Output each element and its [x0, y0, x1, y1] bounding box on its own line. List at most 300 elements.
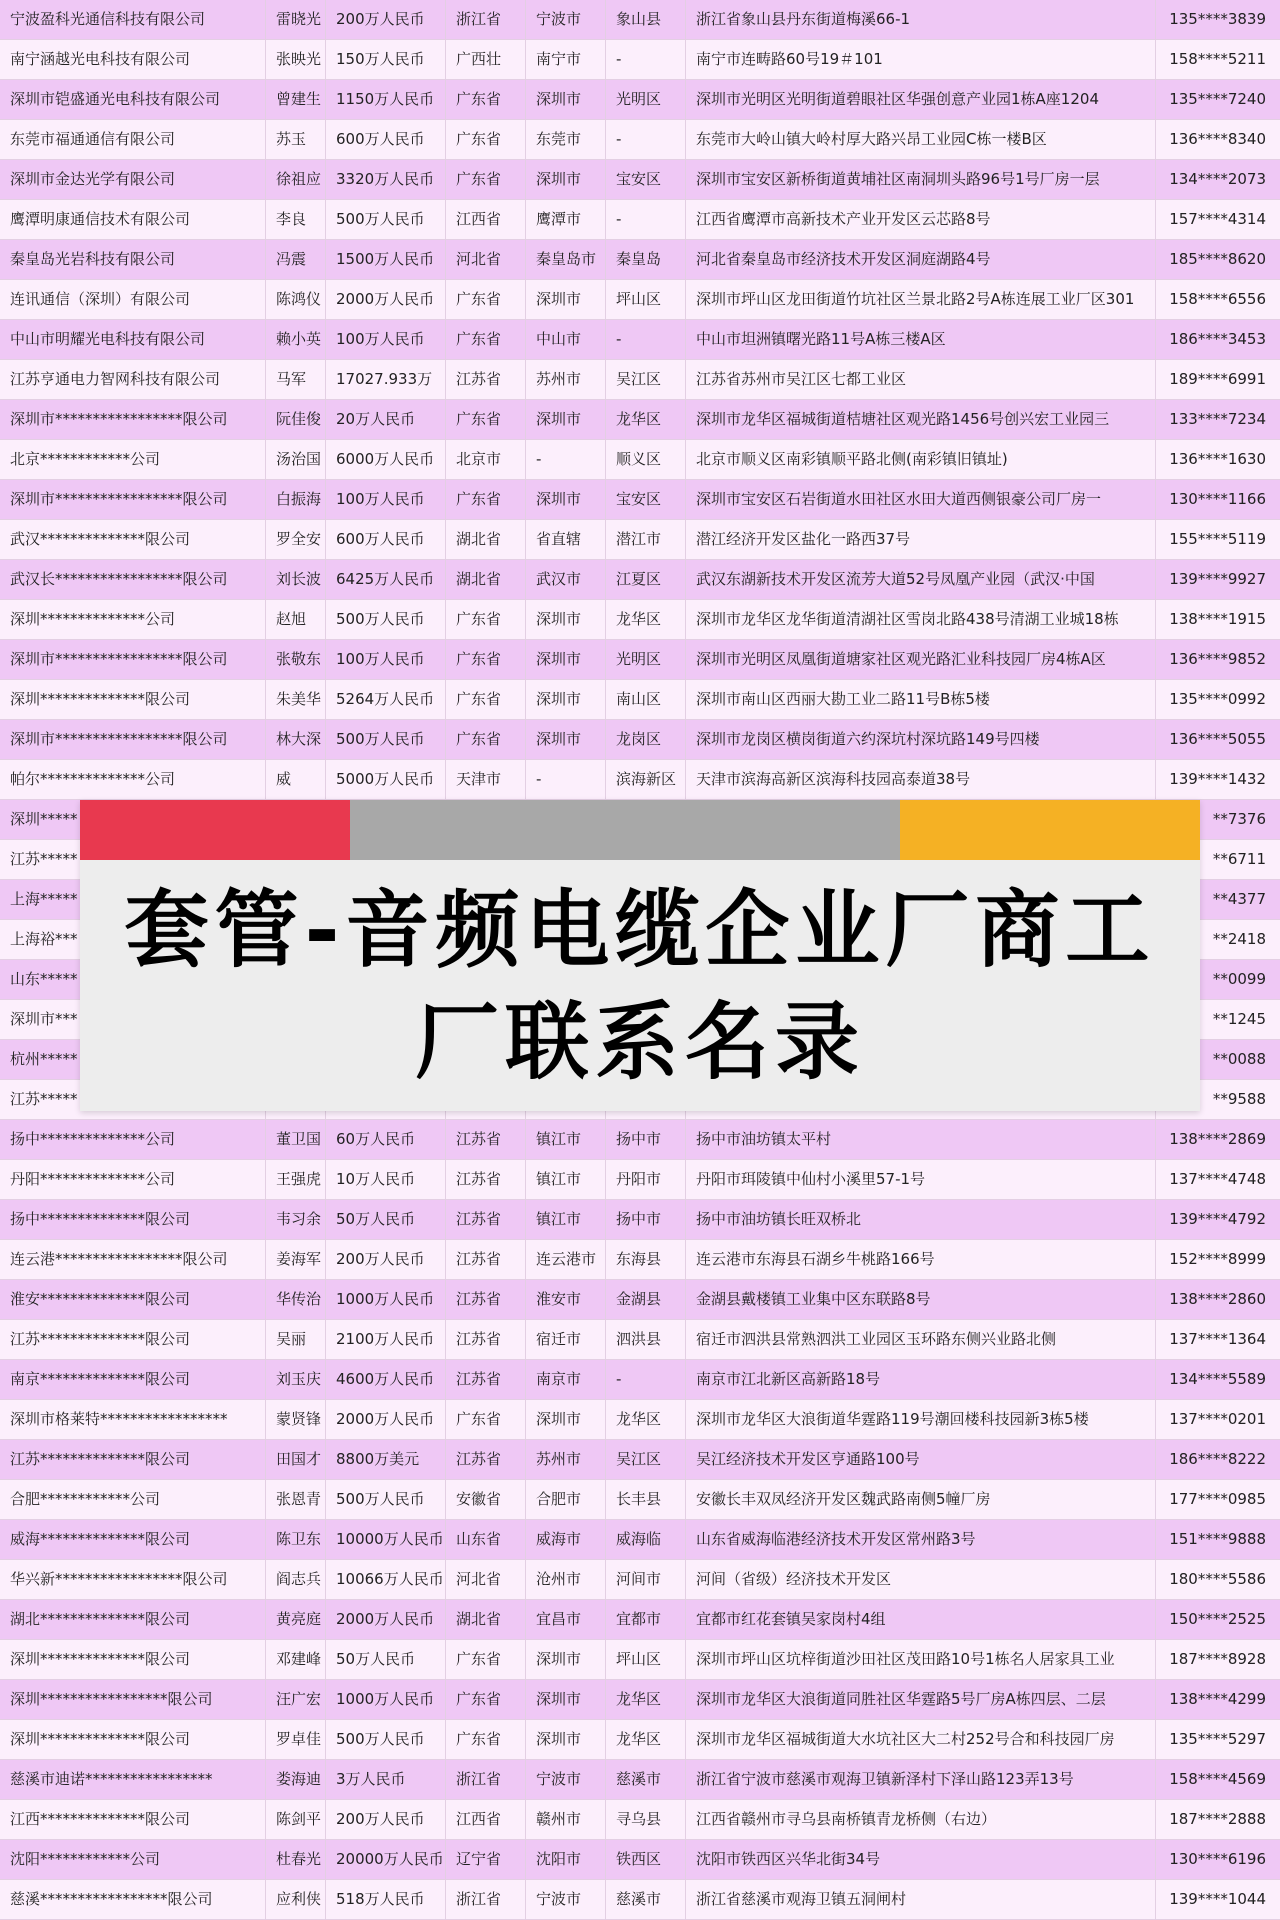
province-cell: 河北省: [446, 240, 526, 279]
table-row: [0, 760, 1280, 800]
registered-capital-cell: 1150万人民币: [326, 80, 446, 119]
phone-cell: 177****0985: [1169, 1490, 1266, 1508]
province-cell: 广东省: [446, 720, 526, 759]
table-row: [0, 200, 1280, 240]
registered-capital-cell: 100万人民币: [326, 640, 446, 679]
address-cell: 宜都市红花套镇吴家岗村4组: [686, 1600, 1156, 1639]
table-row: [0, 280, 1280, 320]
company-name-cell: 上海*****: [0, 880, 266, 919]
contact-person-cell: 赵旭: [266, 600, 326, 639]
registered-capital-cell: 518万人民币: [326, 1880, 446, 1919]
address-cell: 连云港市东海县石湖乡牛桃路166号: [686, 1240, 1156, 1279]
table-row: [0, 680, 1280, 720]
table-row: [0, 1440, 1280, 1480]
table-row: [0, 1840, 1280, 1880]
company-name-cell: 深圳**************限公司: [0, 1720, 266, 1759]
district-cell: 江夏区: [606, 560, 686, 599]
province-cell: 广东省: [446, 480, 526, 519]
address-cell: 宿迁市泗洪县常熟泗洪工业园区玉环路东侧兴业路北侧: [686, 1320, 1156, 1359]
phone-cell: 158****4569: [1169, 1770, 1266, 1788]
phone-cell: 137****4748: [1169, 1170, 1266, 1188]
address-cell: 深圳市坪山区龙田街道竹坑社区兰景北路2号A栋连展工业厂区301: [686, 280, 1156, 319]
city-cell: 苏州市: [526, 1440, 606, 1479]
company-name-cell: 江苏亨通电力智网科技有限公司: [0, 360, 266, 399]
phone-cell: 180****5586: [1169, 1570, 1266, 1588]
contact-person-cell: 曾建生: [266, 80, 326, 119]
phone-cell: 130****1166: [1169, 490, 1266, 508]
district-cell: 铁西区: [606, 1840, 686, 1879]
phone-cell: 136****1630: [1169, 450, 1266, 468]
registered-capital-cell: 100万人民币: [326, 480, 446, 519]
phone-cell: 157****4314: [1169, 210, 1266, 228]
company-name-cell: 江西**************限公司: [0, 1800, 266, 1839]
address-cell: 中山市坦洲镇曙光路11号A栋三楼A区: [686, 320, 1156, 359]
company-name-cell: 山东*****: [0, 960, 266, 999]
district-cell: 泗洪县: [606, 1320, 686, 1359]
company-name-cell: 深圳市*****************限公司: [0, 480, 266, 519]
address-cell: 河北省秦皇岛市经济技术开发区洞庭湖路4号: [686, 240, 1156, 279]
district-cell: -: [606, 1360, 686, 1399]
contact-person-cell: 阮佳俊: [266, 400, 326, 439]
province-cell: 广东省: [446, 1720, 526, 1759]
registered-capital-cell: 6425万人民币: [326, 560, 446, 599]
district-cell: 龙华区: [606, 1400, 686, 1439]
phone-cell: 185****8620: [1169, 250, 1266, 268]
address-cell: 南宁市连畴路60号19＃101: [686, 40, 1156, 79]
contact-person-cell: 杜春光: [266, 1840, 326, 1879]
city-cell: 深圳市: [526, 400, 606, 439]
city-cell: 淮安市: [526, 1280, 606, 1319]
contact-person-cell: 吴丽: [266, 1320, 326, 1359]
contact-person-cell: 罗卓佳: [266, 1720, 326, 1759]
phone-cell: 130****6196: [1169, 1850, 1266, 1868]
registered-capital-cell: 17027.933万: [326, 360, 446, 399]
district-cell: 东海县: [606, 1240, 686, 1279]
district-cell: 扬中市: [606, 1120, 686, 1159]
contact-person-cell: 朱美华: [266, 680, 326, 719]
province-cell: 江苏省: [446, 1440, 526, 1479]
phone-cell: 151****9888: [1169, 1530, 1266, 1548]
table-row: [0, 1240, 1280, 1280]
phone-cell: 135****7240: [1169, 90, 1266, 108]
province-cell: 江苏省: [446, 1280, 526, 1319]
table-row: [0, 720, 1280, 760]
city-cell: -: [526, 760, 606, 799]
phone-cell: 134****2073: [1169, 170, 1266, 188]
phone-cell: 150****2525: [1169, 1610, 1266, 1628]
city-cell: 深圳市: [526, 720, 606, 759]
contact-person-cell: 冯震: [266, 240, 326, 279]
province-cell: 广东省: [446, 1680, 526, 1719]
table-row: [0, 80, 1280, 120]
company-name-cell: 沈阳************公司: [0, 1840, 266, 1879]
city-cell: 深圳市: [526, 80, 606, 119]
company-name-cell: 帕尔**************公司: [0, 760, 266, 799]
city-cell: 南宁市: [526, 40, 606, 79]
city-cell: 深圳市: [526, 280, 606, 319]
registered-capital-cell: 2000万人民币: [326, 1400, 446, 1439]
district-cell: -: [606, 200, 686, 239]
table-row: [0, 640, 1280, 680]
contact-person-cell: 张恩青: [266, 1480, 326, 1519]
company-name-cell: 扬中**************公司: [0, 1120, 266, 1159]
district-cell: 南山区: [606, 680, 686, 719]
registered-capital-cell: 2000万人民币: [326, 280, 446, 319]
province-cell: 广东省: [446, 320, 526, 359]
district-cell: 宝安区: [606, 160, 686, 199]
contact-person-cell: 罗全安: [266, 520, 326, 559]
province-cell: 江苏省: [446, 360, 526, 399]
contact-person-cell: 林大深: [266, 720, 326, 759]
phone-cell: 139****9927: [1169, 570, 1266, 588]
company-name-cell: 深圳市*****************限公司: [0, 400, 266, 439]
registered-capital-cell: 200万人民币: [326, 1240, 446, 1279]
city-cell: -: [526, 440, 606, 479]
company-name-cell: 武汉**************限公司: [0, 520, 266, 559]
phone-cell: 139****1044: [1169, 1890, 1266, 1908]
registered-capital-cell: 2000万人民币: [326, 1600, 446, 1639]
address-cell: 深圳市宝安区新桥街道黄埔社区南洞圳头路96号1号厂房一层: [686, 160, 1156, 199]
phone-cell: 187****8928: [1169, 1650, 1266, 1668]
province-cell: 广东省: [446, 400, 526, 439]
registered-capital-cell: 60万人民币: [326, 1120, 446, 1159]
phone-cell: 135****3839: [1169, 10, 1266, 28]
table-row: [0, 1640, 1280, 1680]
registered-capital-cell: 500万人民币: [326, 200, 446, 239]
district-cell: -: [606, 40, 686, 79]
phone-cell: 135****0992: [1169, 690, 1266, 708]
province-cell: 江苏省: [446, 1120, 526, 1159]
city-cell: 省直辖: [526, 520, 606, 559]
district-cell: 象山县: [606, 0, 686, 39]
registered-capital-cell: 10万人民币: [326, 1160, 446, 1199]
province-cell: 浙江省: [446, 1880, 526, 1919]
address-cell: 深圳市龙华区龙华街道清湖社区雪岗北路438号清湖工业城18栋: [686, 600, 1156, 639]
company-name-cell: 深圳市格莱特*****************: [0, 1400, 266, 1439]
contact-person-cell: 张映光: [266, 40, 326, 79]
contact-person-cell: 赖小英: [266, 320, 326, 359]
table-row: [0, 120, 1280, 160]
address-cell: 金湖县戴楼镇工业集中区东联路8号: [686, 1280, 1156, 1319]
contact-person-cell: 邓建峰: [266, 1640, 326, 1679]
table-row: [0, 1400, 1280, 1440]
district-cell: 长丰县: [606, 1480, 686, 1519]
city-cell: 秦皇岛市: [526, 240, 606, 279]
district-cell: 扬中市: [606, 1200, 686, 1239]
contact-person-cell: 阎志兵: [266, 1560, 326, 1599]
company-name-cell: 连讯通信（深圳）有限公司: [0, 280, 266, 319]
city-cell: 深圳市: [526, 1400, 606, 1439]
address-cell: 浙江省象山县丹东街道梅溪66-1: [686, 0, 1156, 39]
district-cell: 吴江区: [606, 360, 686, 399]
phone-cell: 138****4299: [1169, 1690, 1266, 1708]
company-name-cell: 江苏**************限公司: [0, 1440, 266, 1479]
province-cell: 湖北省: [446, 520, 526, 559]
company-name-cell: 武汉长*****************限公司: [0, 560, 266, 599]
city-cell: 威海市: [526, 1520, 606, 1559]
district-cell: -: [606, 320, 686, 359]
district-cell: 慈溪市: [606, 1880, 686, 1919]
address-cell: 河间（省级）经济技术开发区: [686, 1560, 1156, 1599]
table-row: [0, 1480, 1280, 1520]
phone-cell: **2418: [1212, 930, 1266, 948]
banner-panel: [80, 860, 1200, 1111]
company-name-cell: 江苏*****: [0, 1080, 266, 1119]
gray-stripe: [350, 800, 900, 860]
company-name-cell: 威海**************限公司: [0, 1520, 266, 1559]
phone-cell: 158****5211: [1169, 50, 1266, 68]
company-name-cell: 深圳**************限公司: [0, 680, 266, 719]
phone-cell: 137****1364: [1169, 1330, 1266, 1348]
address-cell: 沈阳市铁西区兴华北街34号: [686, 1840, 1156, 1879]
phone-cell: **9588: [1212, 1090, 1266, 1108]
province-cell: 江西省: [446, 200, 526, 239]
phone-cell: 133****7234: [1169, 410, 1266, 428]
contact-person-cell: 刘长波: [266, 560, 326, 599]
address-cell: 南京市江北新区高新路18号: [686, 1360, 1156, 1399]
registered-capital-cell: 1500万人民币: [326, 240, 446, 279]
table-row: [0, 1600, 1280, 1640]
registered-capital-cell: 600万人民币: [326, 120, 446, 159]
province-cell: 辽宁省: [446, 1840, 526, 1879]
contact-person-cell: 华传治: [266, 1280, 326, 1319]
city-cell: 深圳市: [526, 160, 606, 199]
registered-capital-cell: 500万人民币: [326, 1720, 446, 1759]
city-cell: 镇江市: [526, 1160, 606, 1199]
company-name-cell: 深圳市***: [0, 1000, 266, 1039]
phone-cell: 136****8340: [1169, 130, 1266, 148]
phone-cell: **4377: [1212, 890, 1266, 908]
title-banner: [80, 800, 1200, 1111]
address-cell: 深圳市龙华区大浪街道同胜社区华霆路5号厂房A栋四层、二层: [686, 1680, 1156, 1719]
province-cell: 广东省: [446, 280, 526, 319]
city-cell: 深圳市: [526, 1640, 606, 1679]
city-cell: 宁波市: [526, 1880, 606, 1919]
city-cell: 宜昌市: [526, 1600, 606, 1639]
address-cell: 深圳市龙华区大浪街道华霆路119号潮回楼科技园新3栋5楼: [686, 1400, 1156, 1439]
city-cell: 武汉市: [526, 560, 606, 599]
company-name-cell: 宁波盈科光通信科技有限公司: [0, 0, 266, 39]
city-cell: 宁波市: [526, 0, 606, 39]
registered-capital-cell: 20000万人民币: [326, 1840, 446, 1879]
district-cell: 顺义区: [606, 440, 686, 479]
contact-person-cell: 张敬东: [266, 640, 326, 679]
address-cell: 潜江经济开发区盐化一路西37号: [686, 520, 1156, 559]
contact-person-cell: 苏玉: [266, 120, 326, 159]
phone-cell: 136****5055: [1169, 730, 1266, 748]
address-cell: 东莞市大岭山镇大岭村厚大路兴昂工业园C栋一楼B区: [686, 120, 1156, 159]
city-cell: 沈阳市: [526, 1840, 606, 1879]
company-name-cell: 深圳**************限公司: [0, 1640, 266, 1679]
phone-cell: 138****2869: [1169, 1130, 1266, 1148]
phone-cell: 136****9852: [1169, 650, 1266, 668]
table-row: [0, 240, 1280, 280]
city-cell: 赣州市: [526, 1800, 606, 1839]
phone-cell: 137****0201: [1169, 1410, 1266, 1428]
yellow-stripe: [900, 800, 1200, 860]
phone-cell: 186****8222: [1169, 1450, 1266, 1468]
contact-person-cell: 威: [266, 760, 326, 799]
phone-cell: 138****2860: [1169, 1290, 1266, 1308]
province-cell: 安徽省: [446, 1480, 526, 1519]
district-cell: 寻乌县: [606, 1800, 686, 1839]
city-cell: 深圳市: [526, 1680, 606, 1719]
table-row: [0, 1520, 1280, 1560]
address-cell: 山东省威海临港经济技术开发区常州路3号: [686, 1520, 1156, 1559]
city-cell: 东莞市: [526, 120, 606, 159]
table-row: [0, 600, 1280, 640]
table-row: [0, 1760, 1280, 1800]
province-cell: 北京市: [446, 440, 526, 479]
city-cell: 深圳市: [526, 600, 606, 639]
table-row: [0, 1280, 1280, 1320]
city-cell: 苏州市: [526, 360, 606, 399]
address-cell: 浙江省宁波市慈溪市观海卫镇新泽村下泽山路123弄13号: [686, 1760, 1156, 1799]
province-cell: 湖北省: [446, 560, 526, 599]
table-row: [0, 1360, 1280, 1400]
company-name-cell: 华兴新*****************限公司: [0, 1560, 266, 1599]
table-row: [0, 480, 1280, 520]
phone-cell: 138****1915: [1169, 610, 1266, 628]
address-cell: 江苏省苏州市吴江区七都工业区: [686, 360, 1156, 399]
company-name-cell: 上海裕***: [0, 920, 266, 959]
company-name-cell: 深圳**************公司: [0, 600, 266, 639]
registered-capital-cell: 200万人民币: [326, 0, 446, 39]
address-cell: 江西省鹰潭市高新技术产业开发区云芯路8号: [686, 200, 1156, 239]
phone-cell: 134****5589: [1169, 1370, 1266, 1388]
address-cell: 安徽长丰双凤经济开发区魏武路南侧5幢厂房: [686, 1480, 1156, 1519]
phone-cell: **6711: [1212, 850, 1266, 868]
city-cell: 宿迁市: [526, 1320, 606, 1359]
phone-cell: 187****2888: [1169, 1810, 1266, 1828]
city-cell: 南京市: [526, 1360, 606, 1399]
table-row: [0, 0, 1280, 40]
phone-cell: **7376: [1212, 810, 1266, 828]
banner-title-line-1: 套管-音频电缆企业厂商工: [124, 880, 1156, 979]
province-cell: 江苏省: [446, 1360, 526, 1399]
district-cell: 威海临: [606, 1520, 686, 1559]
phone-cell: 152****8999: [1169, 1250, 1266, 1268]
city-cell: 镇江市: [526, 1200, 606, 1239]
province-cell: 广东省: [446, 1400, 526, 1439]
contact-person-cell: 韦习余: [266, 1200, 326, 1239]
table-row: [0, 360, 1280, 400]
company-name-cell: 鹰潭明康通信技术有限公司: [0, 200, 266, 239]
province-cell: 山东省: [446, 1520, 526, 1559]
district-cell: 龙华区: [606, 1720, 686, 1759]
registered-capital-cell: 6000万人民币: [326, 440, 446, 479]
registered-capital-cell: 50万人民币: [326, 1200, 446, 1239]
contact-person-cell: 汤治国: [266, 440, 326, 479]
contact-person-cell: 姜海军: [266, 1240, 326, 1279]
address-cell: 江西省赣州市寻乌县南桥镇青龙桥侧（右边）: [686, 1800, 1156, 1839]
table-row: [0, 320, 1280, 360]
contact-person-cell: 陈剑平: [266, 1800, 326, 1839]
company-name-cell: 连云港*****************限公司: [0, 1240, 266, 1279]
address-cell: 吴江经济技术开发区亨通路100号: [686, 1440, 1156, 1479]
contact-person-cell: 应利侠: [266, 1880, 326, 1919]
company-name-cell: 深圳市金达光学有限公司: [0, 160, 266, 199]
registered-capital-cell: 2100万人民币: [326, 1320, 446, 1359]
registered-capital-cell: 3万人民币: [326, 1760, 446, 1799]
phone-cell: 139****4792: [1169, 1210, 1266, 1228]
table-row: [0, 560, 1280, 600]
province-cell: 广东省: [446, 120, 526, 159]
phone-cell: 189****6991: [1169, 370, 1266, 388]
table-row: [0, 440, 1280, 480]
color-stripes: [80, 800, 1200, 860]
address-cell: 天津市滨海高新区滨海科技园高泰道38号: [686, 760, 1156, 799]
contact-person-cell: 董卫国: [266, 1120, 326, 1159]
province-cell: 广西壮: [446, 40, 526, 79]
phone-cell: 155****5119: [1169, 530, 1266, 548]
registered-capital-cell: 50万人民币: [326, 1640, 446, 1679]
city-cell: 合肥市: [526, 1480, 606, 1519]
province-cell: 浙江省: [446, 1760, 526, 1799]
district-cell: 河间市: [606, 1560, 686, 1599]
province-cell: 江苏省: [446, 1320, 526, 1359]
registered-capital-cell: 4600万人民币: [326, 1360, 446, 1399]
phone-cell: **1245: [1212, 1010, 1266, 1028]
phone-cell: **0099: [1212, 970, 1266, 988]
red-stripe: [80, 800, 350, 860]
registered-capital-cell: 10066万人民币: [326, 1560, 446, 1599]
phone-cell: 158****6556: [1169, 290, 1266, 308]
district-cell: 光明区: [606, 640, 686, 679]
contact-person-cell: 田国才: [266, 1440, 326, 1479]
contact-person-cell: 陈卫东: [266, 1520, 326, 1559]
contact-person-cell: 黄亮庭: [266, 1600, 326, 1639]
registered-capital-cell: 1000万人民币: [326, 1280, 446, 1319]
company-name-cell: 北京************公司: [0, 440, 266, 479]
table-row: [0, 40, 1280, 80]
contact-person-cell: 汪广宏: [266, 1680, 326, 1719]
company-name-cell: 江苏**************限公司: [0, 1320, 266, 1359]
city-cell: 沧州市: [526, 1560, 606, 1599]
city-cell: 鹰潭市: [526, 200, 606, 239]
contact-person-cell: 陈鸿仪: [266, 280, 326, 319]
address-cell: 北京市顺义区南彩镇顺平路北侧(南彩镇旧镇址): [686, 440, 1156, 479]
contact-person-cell: 雷晓光: [266, 0, 326, 39]
registered-capital-cell: 5264万人民币: [326, 680, 446, 719]
company-name-cell: 中山市明耀光电科技有限公司: [0, 320, 266, 359]
province-cell: 浙江省: [446, 0, 526, 39]
district-cell: 慈溪市: [606, 1760, 686, 1799]
city-cell: 深圳市: [526, 480, 606, 519]
contact-person-cell: 娄海迪: [266, 1760, 326, 1799]
district-cell: 吴江区: [606, 1440, 686, 1479]
city-cell: 深圳市: [526, 680, 606, 719]
address-cell: 深圳市南山区西丽大勘工业二路11号B栋5楼: [686, 680, 1156, 719]
company-name-cell: 慈溪*****************限公司: [0, 1880, 266, 1919]
contact-person-cell: 刘玉庆: [266, 1360, 326, 1399]
registered-capital-cell: 8800万美元: [326, 1440, 446, 1479]
company-name-cell: 深圳市*****************限公司: [0, 720, 266, 759]
address-cell: 丹阳市珥陵镇中仙村小溪里57-1号: [686, 1160, 1156, 1199]
table-row: [0, 400, 1280, 440]
table-row: [0, 1800, 1280, 1840]
company-name-cell: 丹阳**************公司: [0, 1160, 266, 1199]
district-cell: 丹阳市: [606, 1160, 686, 1199]
registered-capital-cell: 600万人民币: [326, 520, 446, 559]
table-row: [0, 1320, 1280, 1360]
table-row: [0, 1680, 1280, 1720]
address-cell: 深圳市宝安区石岩街道水田社区水田大道西侧银豪公司厂房一: [686, 480, 1156, 519]
city-cell: 深圳市: [526, 1720, 606, 1759]
district-cell: 滨海新区: [606, 760, 686, 799]
province-cell: 广东省: [446, 80, 526, 119]
contact-person-cell: 白振海: [266, 480, 326, 519]
